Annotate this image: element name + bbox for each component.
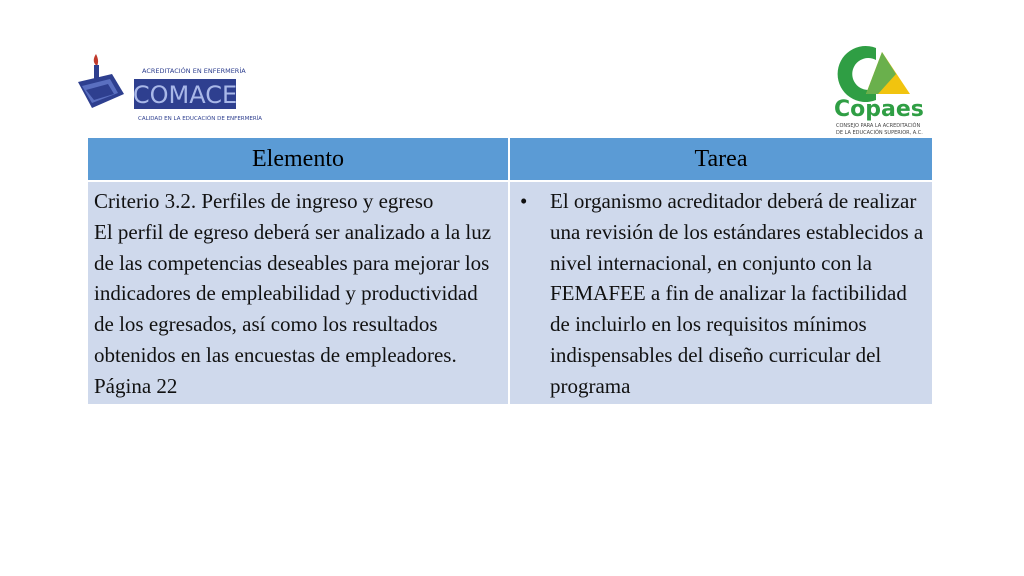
cell-tarea	[509, 181, 932, 404]
criteria-table	[88, 138, 932, 404]
copaes-logo	[826, 38, 948, 138]
criterion-title: Criterio 3.2. Perfiles de ingreso y egreso	[94, 189, 434, 213]
header-elemento: Elemento	[88, 138, 509, 181]
criteria-table-wrapper	[88, 138, 932, 404]
copaes-subtitle-1: CONSEJO PARA LA ACREDITACIÓN	[836, 123, 921, 129]
cell-elemento	[88, 181, 509, 404]
task-bullet-item	[516, 186, 926, 402]
comace-bottom-text: CALIDAD EN LA EDUCACIÓN DE ENFERMERÍA	[138, 116, 263, 122]
task-text: El organismo acreditador deberá de realizar una revisión de los estándares establecidos a nivel internacional, en conjunto con la FEMAFEE a fin de analizar la factibilidad de incluirlo en los requisitos mínimos indispensables del diseño curricular del programa	[550, 189, 924, 398]
comace-logo	[72, 48, 263, 130]
comace-name: COMACE	[132, 81, 238, 109]
bullet-marker: •	[520, 189, 528, 213]
comace-top-text: ACREDITACIÓN EN ENFERMERÍA	[142, 67, 246, 75]
page-reference: Página 22	[94, 373, 178, 398]
header-tarea: Tarea	[509, 138, 932, 181]
criterion-body: El perfil de egreso deberá ser analizado a la luz de las competencias deseables para mejorar los indicadores de empleabilidad y productividad de los egresados, así como los resultados obtenidos en las encuestas de empleadores.	[94, 219, 492, 367]
copaes-subtitle-2: DE LA EDUCACIÓN SUPERIOR, A.C.	[836, 130, 923, 136]
table-header-row	[88, 138, 932, 181]
table-row	[88, 181, 932, 404]
copaes-name: Copaes	[834, 97, 924, 122]
